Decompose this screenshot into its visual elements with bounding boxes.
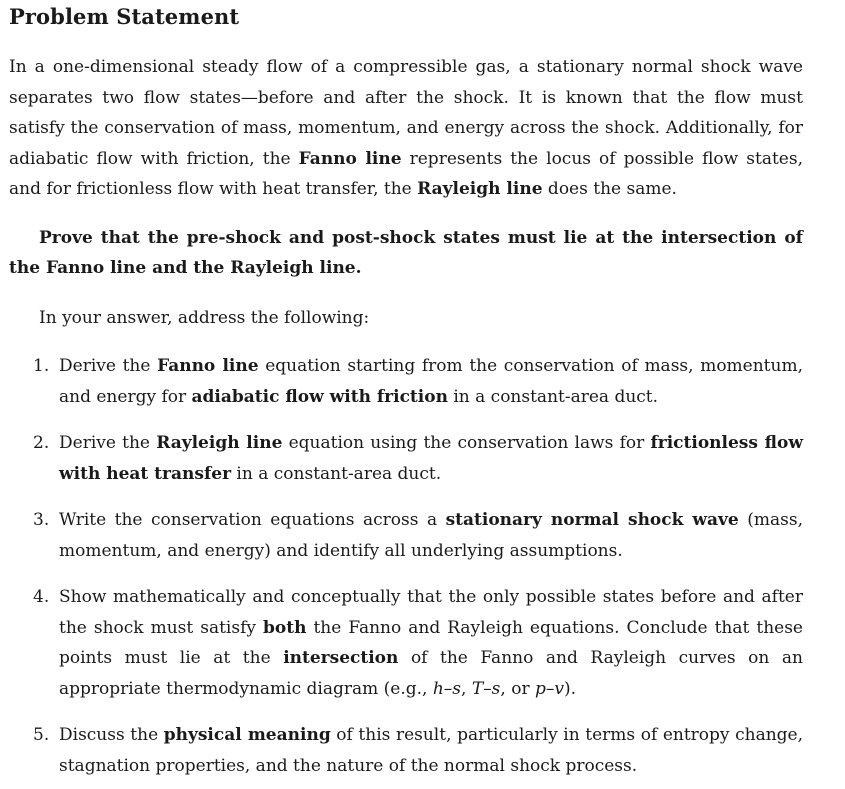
- task-text: Derive the: [59, 433, 157, 453]
- task-text: equation using the conservation laws for: [282, 433, 651, 453]
- intro-paragraph: [9, 52, 803, 205]
- task-text: (mass, momentum, and energy) and identify all underlying assumptions.: [59, 510, 803, 561]
- intro-rayleigh-term: Rayleigh line: [417, 179, 543, 199]
- task-number: 3.: [33, 510, 50, 530]
- prove-statement: Prove that the pre-shock and post-shock states must lie at the intersection of the Fanno line and the Rayleigh line.: [9, 227, 803, 278]
- task-text: of this result, particularly in terms of entropy change, stagnation properties, and the nature of the normal shock process.: [59, 725, 804, 776]
- task-bold: stationary normal shock wave: [445, 510, 739, 530]
- task-bold: physical meaning: [163, 725, 331, 745]
- task-item-3: [9, 505, 803, 566]
- task-bold: adiabatic flow with friction: [191, 386, 448, 407]
- task-number: 2.: [33, 433, 50, 453]
- intro-text-1: In a one-dimensional steady flow of a compressible gas, a stationary normal shock wave separates two flow states—before and after the shock. It is known that the flow must satisfy the conservation of mass, momentum, and energy across the shock. Additionally, for adiabatic flow with friction, the: [9, 57, 803, 169]
- math-pv: p–v: [534, 678, 564, 699]
- intro-text-2: represents the locus of possible flow states, and for frictionless flow with heat transfer, the: [9, 148, 803, 199]
- task-item-2: [9, 428, 803, 489]
- task-text: , or: [500, 678, 535, 699]
- intro-text-3: does the same.: [542, 179, 677, 199]
- task-text: of the Fanno and Rayleigh curves on an appropriate thermodynamic diagram (e.g.,: [59, 648, 803, 699]
- task-item-1: [9, 351, 803, 412]
- task-text: Discuss the: [59, 725, 164, 745]
- task-item-4: [9, 582, 803, 704]
- task-number: 5.: [33, 725, 50, 745]
- math-hs: h–s: [432, 678, 462, 699]
- page-title: Problem Statement: [9, 4, 240, 29]
- task-text: in a constant-area duct.: [447, 386, 659, 407]
- math-ts: T–s: [471, 678, 501, 699]
- task-text: Write the conservation equations across a: [59, 510, 446, 530]
- task-text: in a constant-area duct.: [231, 463, 442, 484]
- task-text: Show mathematically and conceptually that the only possible states before and after the shock must satisfy: [59, 587, 803, 638]
- task-item-5: [9, 720, 803, 781]
- task-text: equation starting from the conservation of mass, momentum, and energy for: [59, 356, 803, 407]
- task-number: 1.: [33, 356, 50, 376]
- task-number: 4.: [33, 587, 50, 607]
- task-list: [9, 351, 835, 781]
- task-text: the Fanno and Rayleigh equations. Conclude that these points must lie at the: [59, 617, 803, 668]
- instructions-lead: In your answer, address the following:: [39, 307, 370, 328]
- task-bold: Fanno line: [157, 356, 259, 376]
- intro-fanno-term: Fanno line: [298, 148, 402, 169]
- task-text: Derive the: [59, 356, 158, 376]
- task-text: ).: [563, 678, 577, 699]
- task-bold: both: [263, 617, 307, 638]
- task-bold: frictionless flow with heat transfer: [59, 433, 803, 484]
- task-text: ,: [461, 678, 472, 699]
- task-bold: Rayleigh line: [156, 433, 283, 453]
- task-bold: intersection: [283, 648, 399, 668]
